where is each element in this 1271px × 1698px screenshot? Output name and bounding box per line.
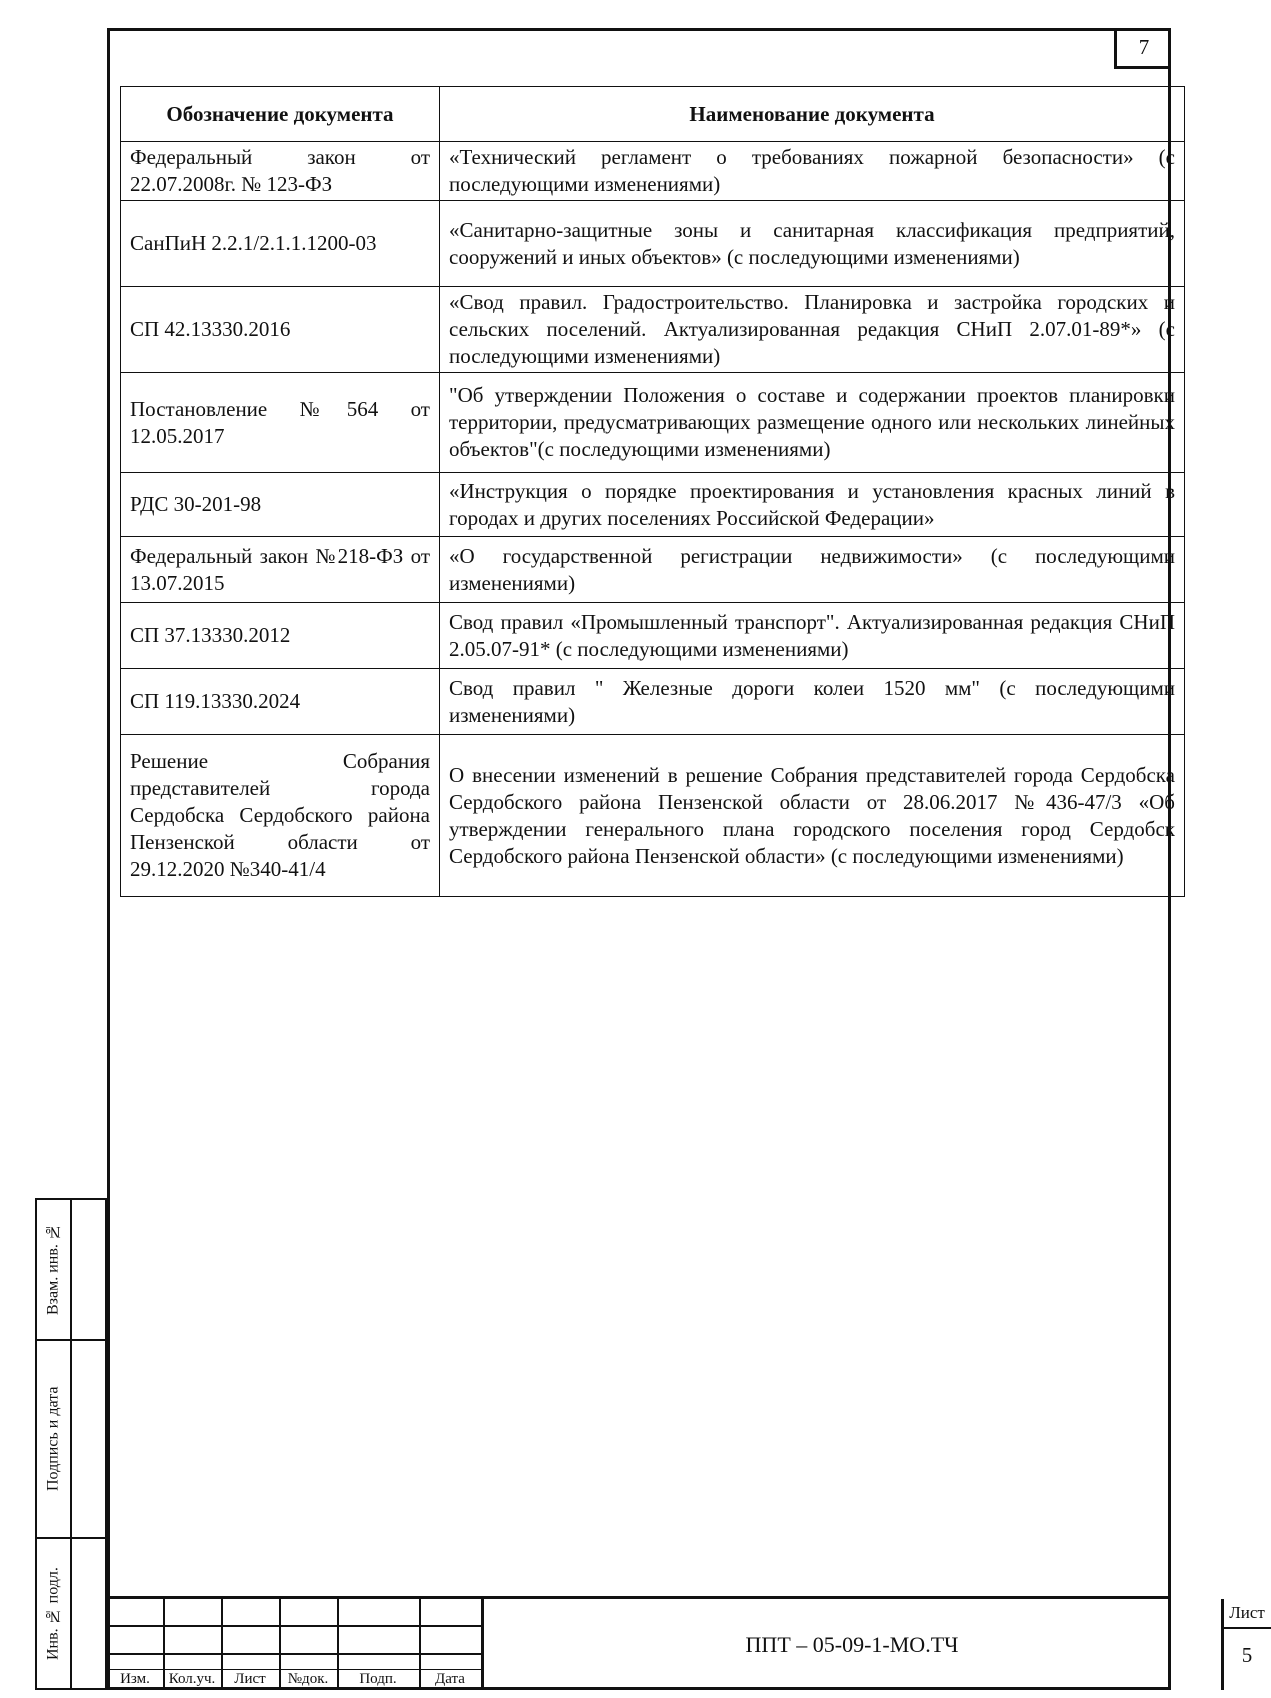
page-number: 7 <box>1114 28 1171 69</box>
label-izm: Изм. <box>120 1671 150 1687</box>
header-designation: Обозначение документа <box>121 87 440 142</box>
designation-cell: Федеральный закон от 22.07.2008г. № 123-ФЗ <box>121 142 440 201</box>
side-stamp-podpis <box>35 1339 107 1539</box>
table-row <box>121 201 1185 287</box>
side-label-vzam: Взам. инв. № <box>44 1223 62 1316</box>
label-data: Дата <box>435 1671 465 1687</box>
designation-cell: СП 37.13330.2012 <box>121 603 440 669</box>
stamp-row-line <box>107 1625 483 1627</box>
document-code: ППТ – 05-09-1-МО.ТЧ <box>745 1631 959 1657</box>
stamp-row-line <box>107 1669 483 1670</box>
documents-table <box>120 86 1185 897</box>
name-cell: "Об утверждении Положения о составе и содержании проектов планировки территории, предусматривающих размещение одного или нескольких линейных объектов"(с последующими изменениями) <box>440 373 1185 473</box>
side-label-inv: Инв. № подл. <box>44 1567 62 1660</box>
side-stamp-inv <box>35 1537 107 1690</box>
name-cell: «Санитарно-защитные зоны и санитарная классификация предприятий, сооружений и иных объектов» (с последующими изменениями) <box>440 201 1185 287</box>
name-cell: «Инструкция о порядке проектирования и установления красных линий в городах и других поселениях Российской Федерации» <box>440 473 1185 537</box>
name-cell: Свод правил «Промышленный транспорт". Актуализированная редакция СНиП 2.05.07-91* (с последующими изменениями) <box>440 603 1185 669</box>
table-row <box>121 287 1185 373</box>
designation-cell: СП 42.13330.2016 <box>121 287 440 373</box>
sheet-label: Лист <box>1229 1603 1265 1622</box>
designation-cell: Постановление №564 от 12.05.2017 <box>121 373 440 473</box>
table-row <box>121 373 1185 473</box>
table-row <box>121 669 1185 735</box>
table-row <box>121 537 1185 603</box>
designation-cell: Решение Собрания представителей города Сердобска Сердобского района Пензенской области от 29.12.2020 №340-41/4 <box>121 735 440 897</box>
sheet-number: 5 <box>1241 1643 1253 1667</box>
name-cell: «Технический регламент о требованиях пожарной безопасности» (с последующими изменениями) <box>440 142 1185 201</box>
label-ndok: №док. <box>287 1671 329 1687</box>
table-row <box>121 735 1185 897</box>
side-divider <box>70 1539 72 1688</box>
stamp-row-line <box>107 1653 483 1655</box>
sheet-box-line <box>1221 1627 1271 1629</box>
designation-cell: СП 119.13330.2024 <box>121 669 440 735</box>
label-kol-uch: Кол.уч. <box>168 1671 216 1687</box>
designation-cell: СанПиН 2.2.1/2.1.1.1200-03 <box>121 201 440 287</box>
side-label-podpis: Подпись и дата <box>44 1386 62 1492</box>
designation-cell: Федеральный закон №218-ФЗ от 13.07.2015 <box>121 537 440 603</box>
header-name: Наименование документа <box>440 87 1185 142</box>
side-divider <box>70 1341 72 1537</box>
side-divider <box>70 1200 72 1339</box>
label-podp: Подп. <box>359 1671 397 1687</box>
label-list: Лист <box>234 1671 266 1687</box>
name-cell: «Свод правил. Градостроительство. Планировка и застройка городских и сельских поселений. Актуализированная редакция СНиП 2.07.01-89*» (с последующими изменениями) <box>440 287 1185 373</box>
table-header-row <box>121 87 1185 142</box>
table-row <box>121 603 1185 669</box>
table-row <box>121 473 1185 537</box>
designation-cell: РДС 30-201-98 <box>121 473 440 537</box>
title-block <box>107 1596 1265 1690</box>
name-cell: «О государственной регистрации недвижимости» (с последующими изменениями) <box>440 537 1185 603</box>
name-cell: Свод правил " Железные дороги колеи 1520 мм" (с последующими изменениями) <box>440 669 1185 735</box>
side-stamp-vzam <box>35 1198 107 1341</box>
name-cell: О внесении изменений в решение Собрания представителей города Сердобска Сердобского района Пензенской области от 28.06.2017 №436-47/3 «Об утверждении генерального плана городского поселения город Сердобск Сердобского района Пензенской области» (с последующими изменениями) <box>440 735 1185 897</box>
table-row <box>121 142 1185 201</box>
